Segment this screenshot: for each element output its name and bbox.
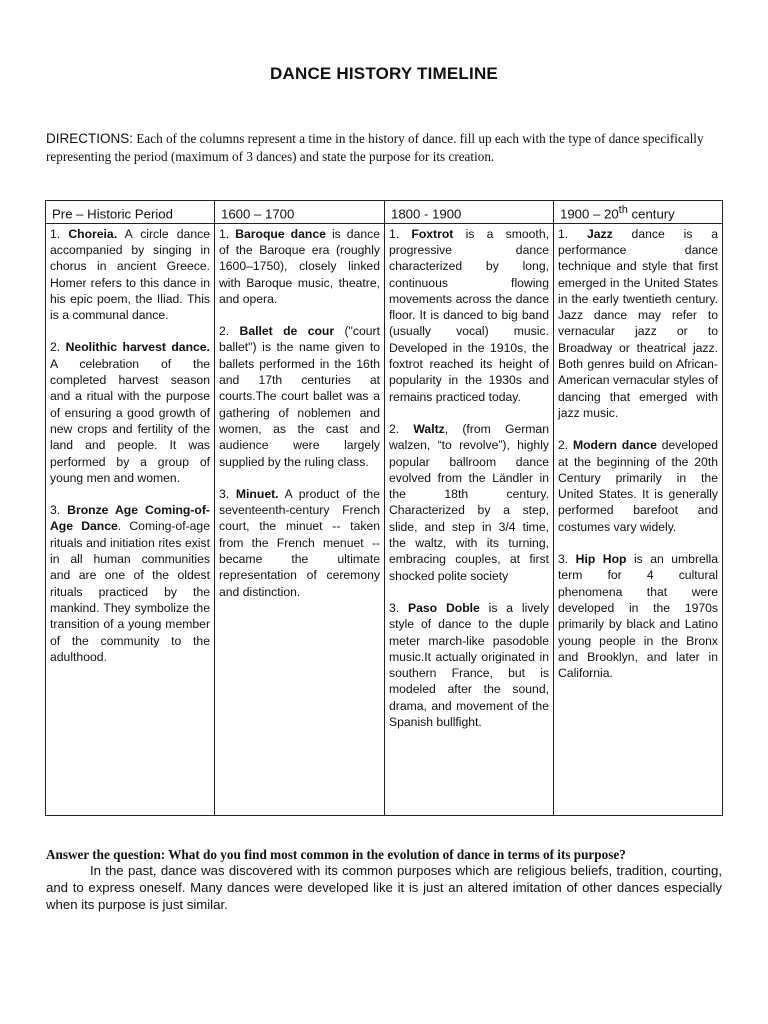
dance-name: Hip Hop bbox=[575, 552, 627, 567]
table-body-row bbox=[46, 223, 723, 815]
dance-name: Waltz bbox=[413, 421, 445, 436]
header-label: 1800 - 1900 bbox=[391, 206, 462, 222]
question-heading: Answer the question: What do you find most common in the evolution of dance in terms of its purpose? bbox=[46, 847, 626, 862]
dance-name: Modern dance bbox=[572, 438, 657, 453]
dance-description: is dance of the Baroque era (roughly 1600–1750), closely linked with Baroque music, theatre, and opera. bbox=[219, 226, 380, 306]
cell-1600-1700 bbox=[215, 223, 385, 815]
header-label: 1900 – 20 bbox=[560, 206, 619, 222]
header-label: 1600 – 1700 bbox=[221, 206, 295, 222]
header-1900-20th-century bbox=[554, 201, 723, 224]
dance-description: , (from German walzen, “to revolve”), highly popular ballroom dance evolved from the Ländler in the 18th century. Characterized by a step, slide, and step in 3/4 time, the waltz, with its turning, embracing couples, at first shocked polite society bbox=[389, 421, 549, 583]
dance-entry: 2. Waltz, (from German walzen, “to revolve”), highly popular ballroom dance evolved from the Ländler in the 18th century. Characterized by a step, slide, and step in 3/4 time, the waltz, with its turning, embracing couples, at first shocked polite society bbox=[389, 421, 549, 583]
header-superscript: th bbox=[618, 204, 628, 216]
dance-entry: 1. Choreia. A circle dance accompanied by singing in chorus in ancient Greece. Homer refers to this dance in his epic poem, the Iliad. This is a communal dance. bbox=[50, 226, 210, 323]
directions-paragraph bbox=[46, 130, 726, 166]
dance-description: dance is a performance dance technique and style that first emerged in the United States in the early twentieth century. Jazz dance may refer to vernacular jazz or to Broadway or theatrical jazz. Both genres build on African-American vernacular styles of dancing that emerged with jazz music. bbox=[558, 226, 718, 420]
dance-name: Minuet. bbox=[235, 486, 279, 501]
header-1600-1700 bbox=[215, 201, 385, 224]
dance-name: Bronze Age Coming-of-Age Dance bbox=[50, 503, 210, 534]
header-label: Pre – Historic Period bbox=[52, 206, 173, 222]
dance-name: Choreia. bbox=[68, 226, 118, 241]
dance-description: ("court ballet") is the name given to ballets performed in the 16th and 17th centuries at courts.The court ballet was a gathering of noblemen and women, as the cast and audience were largely supplied by the ruling class. bbox=[219, 324, 380, 469]
dance-description: A celebration of the completed harvest season and a ritual with the purpose of ensuring a good growth of new crops and fertility of the land and people. It was performed by a group of young men and women. bbox=[50, 356, 210, 485]
dance-entry: 2. Ballet de cour ("court ballet") is the name given to ballets performed in the 16th and 17th centuries at courts.The court ballet was a gathering of noblemen and women, as the cast and audience were largely supplied by the ruling class. bbox=[219, 324, 380, 469]
dance-entry: 1. Baroque dance is dance of the Baroque era (roughly 1600–1750), closely linked with Baroque music, theatre, and opera. bbox=[219, 226, 380, 306]
dance-description: is a lively style of dance to the duple meter march-like pasodoble music.It actually originated in southern France, but is modeled after the sound, drama, and movement of the Spanish bullfight. bbox=[389, 600, 549, 729]
dance-name: Foxtrot bbox=[411, 226, 454, 241]
table-header-row bbox=[46, 201, 723, 224]
directions-text: Each of the columns represent a time in the history of dance. fill up each with the type of dance specifically representing the period (maximum of 3 dances) and state the purpose for its creation. bbox=[46, 131, 704, 164]
dance-entry: 1. Foxtrot is a smooth, progressive dance characterized by long, continuous flowing movements across the dance floor. It is danced to big band (usually vocal) music. Developed in the 1910s, the foxtrot reached its height of popularity in the 1930s and remains practiced today. bbox=[389, 226, 549, 404]
dance-name: Jazz bbox=[586, 226, 613, 241]
header-1800-1900 bbox=[385, 201, 554, 224]
answer-paragraph: In the past, dance was discovered with its common purposes which are religious beliefs, tradition, courting, and to express oneself. Many dances were developed like it is just an altered imitation of other dances especially when its purpose is just similar. bbox=[46, 863, 722, 912]
cell-1800-1900 bbox=[385, 223, 554, 815]
dance-entry: 2. Modern dance developed at the beginning of the 20th Century primarily in the United States. It is generally performed barefoot and costumes vary widely. bbox=[558, 438, 718, 534]
dance-description: A product of the seventeenth-century French court, the minuet -- taken from the French menuet -- became the ultimate representation of ceremony and distinction. bbox=[219, 486, 380, 599]
dance-entry: 3. Bronze Age Coming-of-Age Dance. Coming-of-age rituals and initiation rites exist in all human communities and are one of the oldest rituals practiced by the mankind. They symbolize the transition of a young member of the community to the adulthood. bbox=[50, 503, 210, 664]
dance-name: Baroque dance bbox=[235, 226, 326, 241]
dance-entry: 1. Jazz dance is a performance dance technique and style that first emerged in the United States in the early twentieth century. Jazz dance may refer to vernacular jazz or to Broadway or theatrical jazz. Both genres build on African-American vernacular styles of dancing that emerged with jazz music. bbox=[558, 226, 718, 420]
dance-entry: 3. Minuet. A product of the seventeenth-century French court, the minuet -- taken from the French menuet -- became the ultimate representation of ceremony and distinction. bbox=[219, 486, 380, 599]
page-title: DANCE HISTORY TIMELINE bbox=[270, 64, 498, 83]
dance-description: A circle dance accompanied by singing in chorus in ancient Greece. Homer refers to this dance in his epic poem, the Iliad. This is a communal dance. bbox=[50, 226, 210, 323]
dance-description: is a smooth, progressive dance characterized by long, continuous flowing movements across the dance floor. It is danced to big band (usually vocal) music. Developed in the 1910s, the foxtrot reached its height of popularity in the 1930s and remains practiced today. bbox=[389, 226, 549, 404]
dance-name: Neolithic harvest dance. bbox=[65, 340, 210, 355]
dance-entry: 3. Hip Hop is an umbrella term for 4 cultural phenomena that were developed in the 1970s primarily by black and Latino young people in the Bronx and Brooklyn, and later in California. bbox=[558, 552, 718, 681]
directions-label: DIRECTIONS: bbox=[46, 131, 134, 146]
dance-description: . Coming-of-age rituals and initiation rites exist in all human communities and are one of the oldest rituals practiced by the mankind. They symbolize the transition of a young member of the community to the adulthood. bbox=[50, 519, 210, 664]
dance-entry: 3. Paso Doble is a lively style of dance to the duple meter march-like pasodoble music.It actually originated in southern France, but is modeled after the sound, drama, and movement of the Spanish bullfight. bbox=[389, 600, 549, 729]
cell-prehistoric bbox=[46, 223, 215, 815]
dance-entry: 2. Neolithic harvest dance. A celebration of the completed harvest season and a ritual with the purpose of ensuring a good growth of new crops and fertility of the land and people. It was performed by a group of young men and women. bbox=[50, 340, 210, 485]
dance-description: developed at the beginning of the 20th Century primarily in the United States. It is generally performed barefoot and costumes vary widely. bbox=[558, 438, 718, 534]
dance-timeline-table bbox=[45, 200, 723, 816]
dance-description: is an umbrella term for 4 cultural phenomena that were developed in the 1970s primarily by black and Latino young people in the Bronx and Brooklyn, and later in California. bbox=[558, 552, 718, 681]
header-label-suffix: century bbox=[627, 206, 675, 222]
header-prehistoric bbox=[46, 201, 215, 224]
dance-name: Ballet de cour bbox=[239, 324, 335, 339]
dance-name: Paso Doble bbox=[408, 600, 480, 615]
cell-1900-20th-century bbox=[554, 223, 723, 815]
